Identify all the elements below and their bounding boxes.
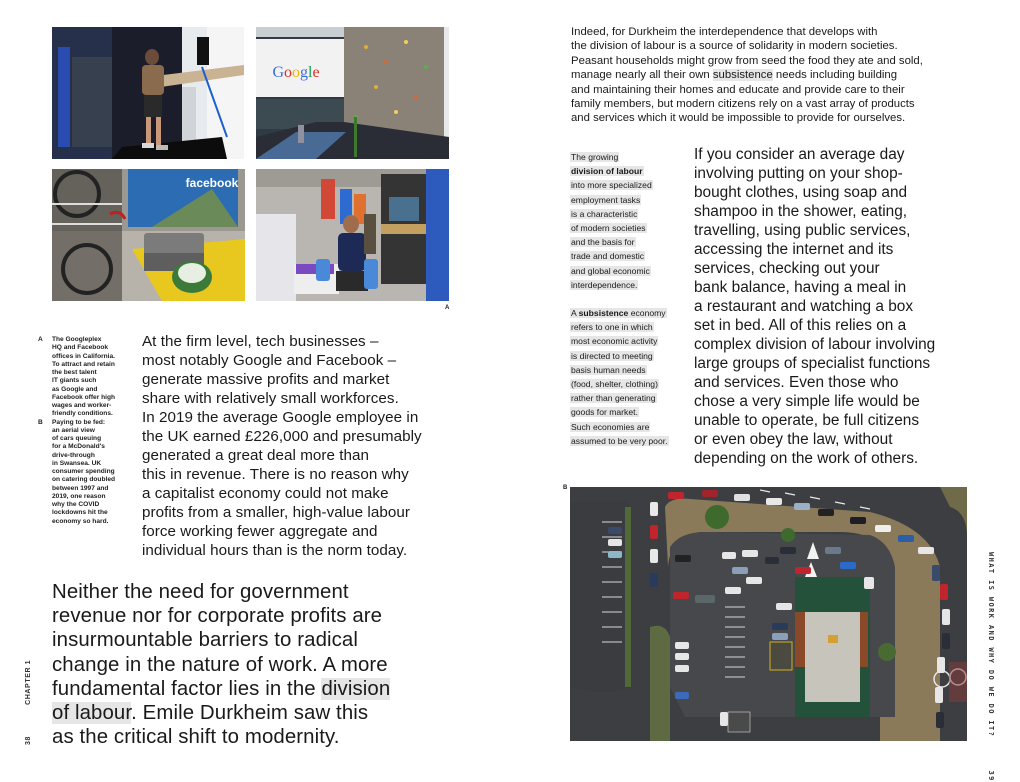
caption-line: as Google and (52, 385, 98, 393)
body-line: individual hours than is the norm today. (142, 542, 408, 559)
glossary-line: interdependence. (571, 279, 638, 290)
caption-line: 2019, one reason (52, 492, 106, 500)
body-line: At the firm level, tech businesses – (142, 333, 379, 350)
mcdonalds-drive-through-aerial-photo (570, 487, 967, 741)
caption-b-text (52, 419, 126, 526)
glossary-line: is directed to meeting (571, 350, 653, 361)
caption-line: for a McDonald's (52, 443, 105, 451)
body-line: share with relatively small workforces. (142, 390, 399, 407)
glossary-text: economy (628, 308, 666, 319)
treadmill-desk-photo (52, 27, 244, 159)
right-running-footer (987, 552, 995, 782)
body-line: In 2019 the average Google employee in (142, 409, 419, 426)
intro-line: Indeed, for Durkheim the interdependence that develops with (571, 26, 878, 38)
caption-line: To attract and retain (52, 360, 115, 368)
caption-line: The Googleplex (52, 336, 102, 343)
body-line: travelling, using public services, (694, 222, 911, 239)
pull-line (52, 701, 452, 725)
glossary-line: trade and domestic (571, 251, 645, 262)
body-line: unable to operate, be full citizens (694, 412, 920, 429)
body-line: If you consider an average day (694, 146, 905, 163)
arcade-games-photo (256, 169, 449, 301)
page-number-right: 39 (987, 770, 995, 782)
pull-line: revenue nor for corporate profits are (52, 605, 383, 628)
caption-line: drive-through (52, 451, 95, 459)
glossary-line: refers to one in which (571, 322, 653, 333)
caption-line: Facebook offer high (52, 393, 116, 401)
caption-line: Paying to be fed: (52, 418, 106, 426)
glossary-line: and the basis for (571, 237, 635, 248)
body-line: involving putting on your shop- (694, 165, 903, 182)
figure-b-marker: B (563, 485, 568, 491)
caption-b (38, 419, 126, 526)
body-line: the UK earned £226,000 and presumably (142, 428, 422, 445)
intro-line: and maintaining their homes and educate and provide care to their (571, 83, 905, 96)
glossary-line: of modern societies (571, 223, 646, 234)
body-line: a capitalist economy could not make (142, 485, 389, 502)
body-line: depending on the work of others. (694, 450, 919, 467)
caption-line: the best talent (52, 369, 97, 376)
glossary-entry-division-of-labour (570, 150, 682, 292)
body-line: and services. Even those who (694, 374, 899, 391)
glossary-line: assumed to be very poor. (571, 435, 668, 446)
body-line: services, checking out your (694, 260, 880, 277)
page-number-left: 38 (25, 736, 32, 745)
glossary-line: and global economic (571, 265, 650, 276)
body-line: a restaurant and watching a box (694, 298, 914, 315)
glossary-line: into more specialized (571, 180, 652, 191)
body-line: complex division of labour involving (694, 336, 936, 353)
caption-line: consumer spending (52, 468, 115, 475)
body-line: this in revenue. There is no reason why (142, 466, 409, 483)
glossary-line: rather than generating (571, 393, 656, 404)
body-line: chose a very simple life would be (694, 393, 920, 410)
chapter-label: CHAPTER 1 (25, 659, 32, 705)
pull-line: as the critical shift to modernity. (52, 726, 340, 749)
glossary-line: The growing (571, 152, 619, 162)
glossary-line: Such economies are (571, 421, 650, 432)
intro-paragraph (571, 25, 963, 126)
body-line: or even obey the law, without (694, 431, 893, 448)
body-line: profits from a smaller, high-value labour (142, 504, 410, 521)
glossary-term: division of labour (571, 166, 643, 177)
figure-a-marker: A (445, 305, 450, 311)
body-line: generate massive profits and market (142, 371, 390, 388)
glossary-term-highlight[interactable]: subsistence (712, 69, 773, 82)
body-line: shampoo in the shower, eating, (694, 203, 908, 220)
large-pull-paragraph (52, 580, 452, 749)
caption-a (38, 336, 126, 419)
glossary-term-highlight[interactable]: division (321, 677, 391, 700)
glossary-line (570, 308, 667, 318)
caption-line: friendly conditions. (52, 410, 113, 418)
caption-line: why the COVID (52, 501, 100, 508)
pull-line (52, 677, 452, 701)
svg-text:Google: Google (272, 64, 320, 81)
caption-a-letter: A (38, 336, 43, 343)
body-line: set in bed. All of this relies on a (694, 317, 907, 334)
intro-line (571, 68, 963, 82)
caption-line: wages and worker- (52, 402, 112, 409)
glossary-line: basis human needs (571, 364, 646, 375)
body-line: force working fewer aggregate and (142, 523, 378, 540)
intro-text: manage nearly all their own (571, 69, 713, 82)
facebook-lounge-photo (52, 169, 245, 301)
pull-line: Neither the need for government (52, 581, 349, 603)
caption-b-letter: B (38, 418, 43, 426)
left-running-footer (25, 660, 32, 745)
glossary-line: employment tasks (571, 194, 641, 205)
body-line: generated a great deal more than (142, 447, 370, 464)
caption-line: on catering doubled (52, 476, 116, 484)
caption-line: HQ and Facebook (52, 344, 109, 352)
body-line: large groups of specialist functions (694, 355, 931, 372)
caption-line: between 1997 and (52, 484, 109, 492)
glossary-entry-subsistence (570, 306, 682, 448)
glossary-term: subsistence (578, 308, 629, 319)
body-line: bank balance, having a meal in (694, 279, 907, 296)
intro-line: family members, but modern citizens rely on a vast array of products (571, 98, 915, 111)
caption-line: IT giants such (52, 377, 97, 385)
glossary-line: goods for market. (571, 407, 638, 418)
glossary-text: A (571, 308, 579, 319)
right-body-paragraph (694, 145, 974, 468)
glossary-sidebar (570, 150, 682, 448)
caption-line: economy so hard. (52, 517, 109, 525)
svg-text:facebook: facebook (185, 176, 239, 190)
book-title-label: WHAT IS WORK AND WHY DO WE DO IT? (987, 552, 995, 738)
intro-text: needs including building (772, 69, 898, 82)
caption-line: lockdowns hit the (52, 509, 108, 517)
figure-captions (38, 336, 126, 526)
pull-line: insurmountable barriers to radical (52, 629, 359, 652)
body-line: accessing the internet and its (694, 241, 894, 258)
glossary-line: is a characteristic (571, 208, 638, 219)
glossary-line: (food, shelter, clothing) (571, 379, 658, 390)
caption-line: offices in California. (52, 352, 116, 360)
body-line: most notably Google and Facebook – (142, 352, 397, 369)
intro-line: Peasant households might grow from seed the food they ate and sold, (571, 54, 923, 67)
google-climbing-wall-photo (256, 27, 449, 159)
caption-a-text (52, 336, 126, 419)
pull-line: change in the nature of work. A more (52, 653, 388, 676)
intro-line: the division of labour is a source of solidarity in modern societies. (571, 40, 898, 53)
body-line: bought clothes, using soap and (694, 184, 908, 201)
glossary-term-highlight[interactable]: of labour (52, 702, 132, 725)
intro-line: and services which it would be impossible to provide for ourselves. (571, 112, 906, 125)
left-body-paragraph (142, 332, 462, 560)
caption-line: of cars queuing (52, 435, 102, 442)
caption-line: an aerial view (52, 426, 95, 434)
glossary-line: most economic activity (571, 336, 658, 347)
pull-text: fundamental factor lies in the (52, 677, 322, 700)
pull-text: . Emile Durkheim saw this (131, 702, 369, 725)
caption-line: in Swansea. UK (52, 459, 102, 467)
